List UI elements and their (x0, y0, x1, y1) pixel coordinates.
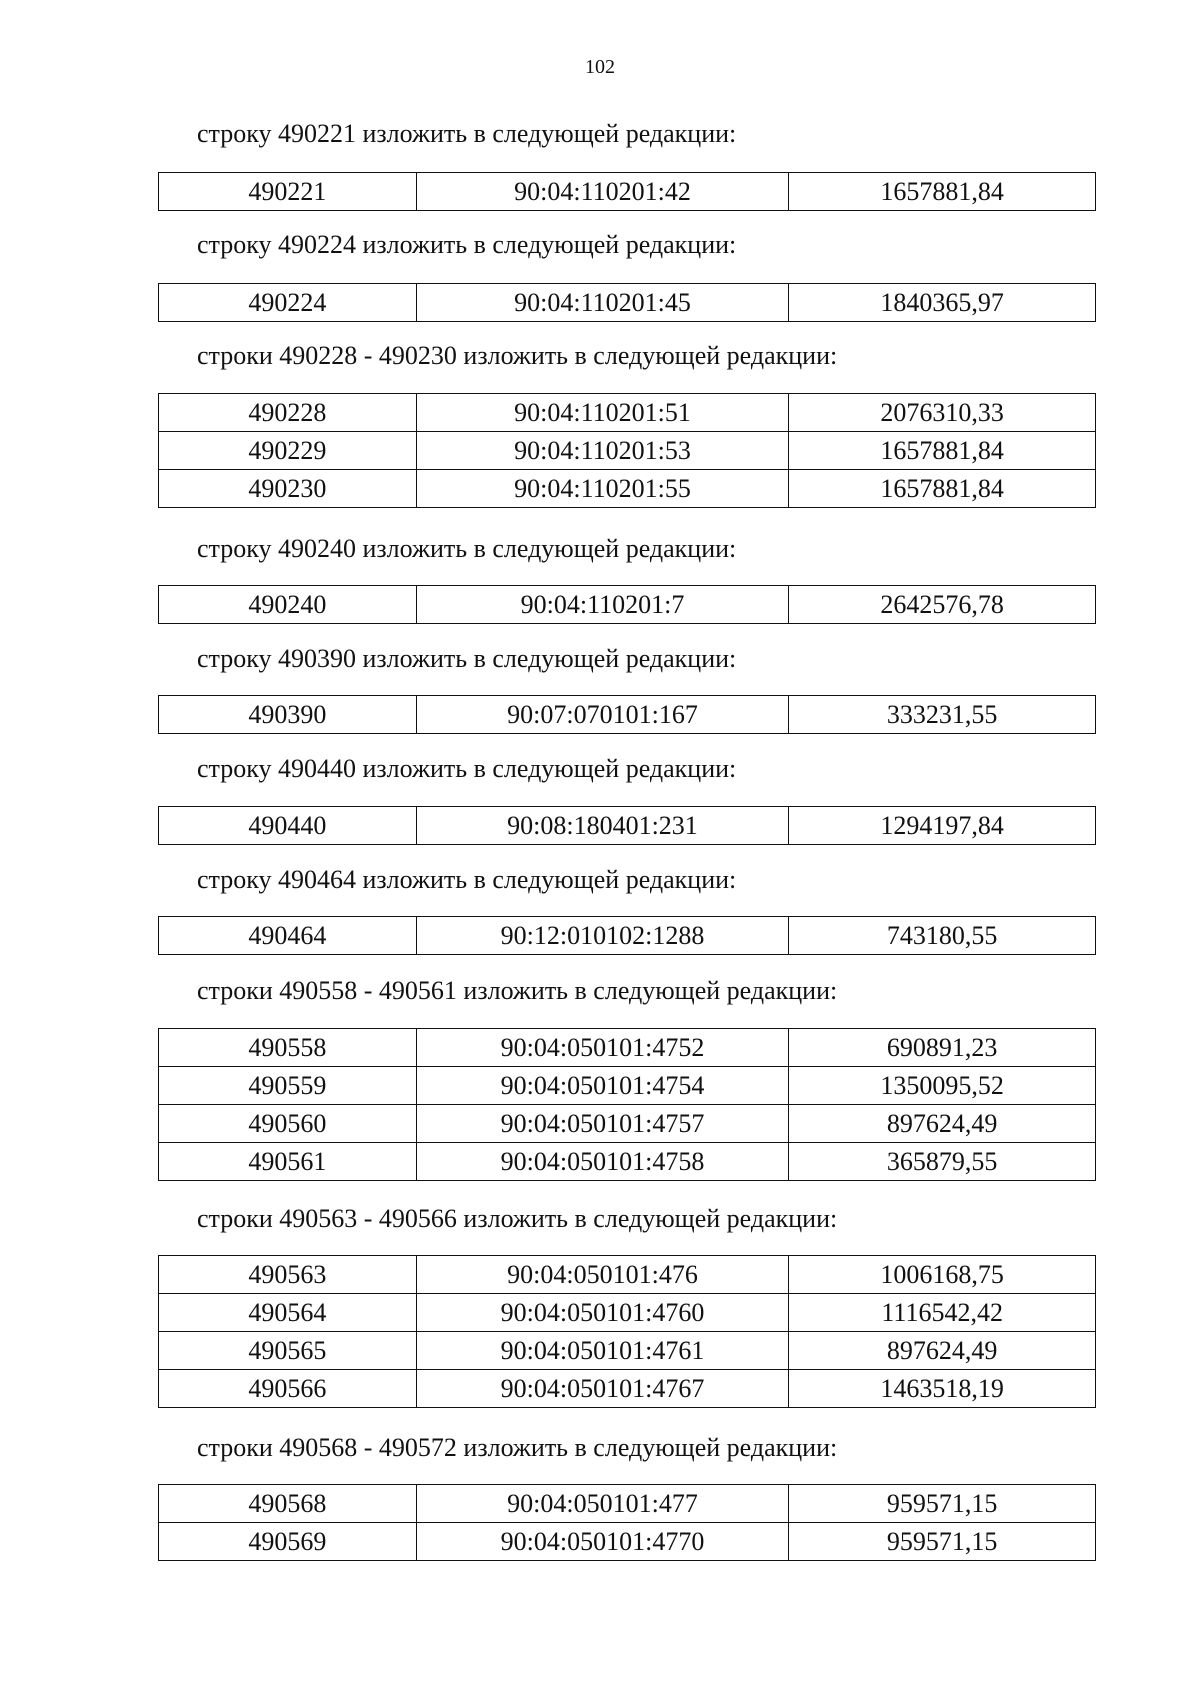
row-code-cell: 490569 (159, 1523, 417, 1561)
cadastral-number-cell: 90:04:050101:477 (416, 1485, 789, 1523)
data-table (158, 1255, 1096, 1408)
cadastral-number-cell: 90:04:050101:4760 (416, 1294, 789, 1332)
page-number: 102 (585, 56, 615, 78)
table-row (159, 1105, 1096, 1143)
cadastral-number-cell: 90:04:050101:4752 (416, 1029, 789, 1067)
instruction-text: строки 490558 - 490561 изложить в следующей редакции: (197, 976, 838, 1005)
table-row (159, 1294, 1096, 1332)
table-row (159, 1143, 1096, 1181)
instruction-text: строку 490464 изложить в следующей редакции: (197, 865, 737, 894)
value-cell: 959571,15 (789, 1523, 1096, 1561)
data-table (158, 695, 1096, 734)
cadastral-number-cell: 90:12:010102:1288 (416, 917, 789, 955)
cadastral-number-cell: 90:04:050101:4761 (416, 1332, 789, 1370)
table-row (159, 394, 1096, 432)
table-row (159, 807, 1096, 845)
row-code-cell: 490440 (159, 807, 417, 845)
cadastral-number-cell: 90:04:050101:4757 (416, 1105, 789, 1143)
table-row (159, 284, 1096, 322)
table-row (159, 1067, 1096, 1105)
table-row (159, 1256, 1096, 1294)
table-row (159, 1523, 1096, 1561)
cadastral-number-cell: 90:04:050101:4767 (416, 1370, 789, 1408)
table-row (159, 696, 1096, 734)
value-cell: 1657881,84 (789, 470, 1096, 508)
data-table (158, 172, 1096, 211)
instruction-text: строки 490568 - 490572 изложить в следующей редакции: (197, 1433, 838, 1462)
table-row (159, 1485, 1096, 1523)
value-cell: 690891,23 (789, 1029, 1096, 1067)
value-cell: 1657881,84 (789, 173, 1096, 211)
cadastral-number-cell: 90:04:050101:4758 (416, 1143, 789, 1181)
table-row (159, 432, 1096, 470)
row-code-cell: 490230 (159, 470, 417, 508)
row-code-cell: 490559 (159, 1067, 417, 1105)
value-cell: 897624,49 (789, 1332, 1096, 1370)
cadastral-number-cell: 90:04:050101:476 (416, 1256, 789, 1294)
instruction-text: строки 490228 - 490230 изложить в следующей редакции: (197, 341, 838, 370)
table-row (159, 586, 1096, 624)
data-table (158, 585, 1096, 624)
data-table (158, 393, 1096, 508)
instruction-text: строку 490221 изложить в следующей редакции: (197, 119, 737, 148)
value-cell: 1116542,42 (789, 1294, 1096, 1332)
instruction-text: строки 490563 - 490566 изложить в следующей редакции: (197, 1204, 838, 1233)
row-code-cell: 490390 (159, 696, 417, 734)
table-row (159, 1370, 1096, 1408)
table-row (159, 917, 1096, 955)
row-code-cell: 490558 (159, 1029, 417, 1067)
value-cell: 1294197,84 (789, 807, 1096, 845)
row-code-cell: 490560 (159, 1105, 417, 1143)
data-table (158, 1484, 1096, 1561)
cadastral-number-cell: 90:04:110201:7 (416, 586, 789, 624)
row-code-cell: 490228 (159, 394, 417, 432)
data-table (158, 806, 1096, 845)
table-row (159, 1029, 1096, 1067)
value-cell: 1006168,75 (789, 1256, 1096, 1294)
value-cell: 743180,55 (789, 917, 1096, 955)
row-code-cell: 490565 (159, 1332, 417, 1370)
cadastral-number-cell: 90:04:050101:4770 (416, 1523, 789, 1561)
row-code-cell: 490561 (159, 1143, 417, 1181)
cadastral-number-cell: 90:08:180401:231 (416, 807, 789, 845)
cadastral-number-cell: 90:04:050101:4754 (416, 1067, 789, 1105)
instruction-text: строку 490440 изложить в следующей редакции: (197, 754, 737, 783)
instruction-text: строку 490224 изложить в следующей редакции: (197, 230, 737, 259)
row-code-cell: 490563 (159, 1256, 417, 1294)
value-cell: 897624,49 (789, 1105, 1096, 1143)
cadastral-number-cell: 90:04:110201:42 (416, 173, 789, 211)
row-code-cell: 490221 (159, 173, 417, 211)
cadastral-number-cell: 90:07:070101:167 (416, 696, 789, 734)
row-code-cell: 490229 (159, 432, 417, 470)
cadastral-number-cell: 90:04:110201:51 (416, 394, 789, 432)
value-cell: 2076310,33 (789, 394, 1096, 432)
value-cell: 959571,15 (789, 1485, 1096, 1523)
row-code-cell: 490240 (159, 586, 417, 624)
row-code-cell: 490568 (159, 1485, 417, 1523)
instruction-text: строку 490240 изложить в следующей редакции: (197, 534, 737, 563)
table-row (159, 1332, 1096, 1370)
value-cell: 2642576,78 (789, 586, 1096, 624)
value-cell: 1350095,52 (789, 1067, 1096, 1105)
value-cell: 1840365,97 (789, 284, 1096, 322)
cadastral-number-cell: 90:04:110201:55 (416, 470, 789, 508)
cadastral-number-cell: 90:04:110201:45 (416, 284, 789, 322)
row-code-cell: 490566 (159, 1370, 417, 1408)
value-cell: 1463518,19 (789, 1370, 1096, 1408)
row-code-cell: 490564 (159, 1294, 417, 1332)
instruction-text: строку 490390 изложить в следующей редакции: (197, 644, 737, 673)
value-cell: 1657881,84 (789, 432, 1096, 470)
table-row (159, 470, 1096, 508)
row-code-cell: 490224 (159, 284, 417, 322)
data-table (158, 1028, 1096, 1181)
cadastral-number-cell: 90:04:110201:53 (416, 432, 789, 470)
data-table (158, 283, 1096, 322)
data-table (158, 916, 1096, 955)
row-code-cell: 490464 (159, 917, 417, 955)
value-cell: 365879,55 (789, 1143, 1096, 1181)
table-row (159, 173, 1096, 211)
value-cell: 333231,55 (789, 696, 1096, 734)
